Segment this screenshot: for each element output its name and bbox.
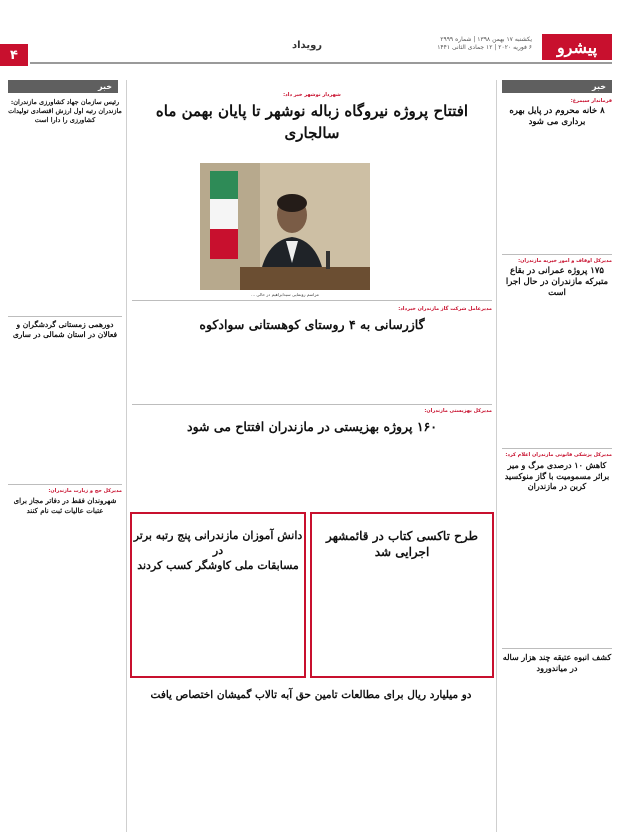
right-story3-surtitle: مدیرکل پزشکی قانونی مازندران اعلام کرد: [505, 452, 612, 458]
photo-caption: مراسم رونمایی سیدابراهیم در حالی ... [251, 292, 319, 297]
right-story2-body [502, 296, 612, 446]
right-story2 [502, 258, 612, 299]
issue-hijri-line: ۶ فوریه ۲۰۲۰ | ۱۲ جمادی الثانی ۱۴۴۱ [437, 44, 532, 51]
students-headline [132, 528, 304, 573]
right-story2-surtitle: مدیرکل اوقاف و امور خیریه مازندران: [518, 258, 612, 264]
header-rule [30, 62, 612, 64]
section-title: رویداد [292, 40, 323, 51]
right-story4-body [502, 680, 612, 830]
main-body-right [376, 150, 492, 296]
left-story2-headline: دورهمی زمستانی گردشگران و فعالان در استان شمالی در ساری [12, 320, 118, 339]
kohestan-body [132, 340, 492, 400]
health-headline: ۱۶۰ پروژه بهزیستی در مازندران افتتاح می شود [187, 419, 437, 434]
left-story3-headline: شهروندان فقط در دفاتر مجاز برای عتبات عالیات ثبت نام کنند [13, 496, 117, 515]
newspaper-logo: پیشرو [542, 34, 612, 60]
students-body [138, 574, 298, 674]
left-story1-body [8, 128, 122, 314]
left-story3 [8, 488, 122, 515]
health-body [132, 440, 492, 506]
issue-info [437, 36, 532, 52]
bottom-body [130, 708, 492, 830]
right-story4-headline: کشف انبوه عتیقه چند هزار ساله در میاندورود [502, 652, 612, 673]
right-story1-body [502, 124, 612, 252]
right-story1-surtitle: فرماندار سیمرغ: [570, 98, 612, 104]
books-headline-line2: اجرایی شد [374, 545, 430, 559]
news-bar-right-label: خبر [591, 82, 606, 91]
speaker-photo-illustration [200, 163, 370, 290]
bottom-headline: دو میلیارد ریال برای مطالعات تامین حق آبه تالاب گمیشان اختصاص یافت [150, 689, 472, 701]
divider [502, 648, 612, 649]
news-bar-right [502, 80, 612, 93]
health-surtitle: مدیرکل بهزیستی مازندران: [424, 408, 492, 414]
right-story3 [502, 452, 612, 492]
divider [8, 316, 122, 317]
left-story3-surtitle: مدیرکل حج و زیارت مازندران: [48, 488, 122, 494]
students-headline-line2: مسابقات ملی کاوشگر کسب کردند [137, 559, 299, 572]
divider [8, 484, 122, 485]
divider [502, 254, 612, 255]
kohestan-headline: گازرسانی به ۴ روستای کوهستانی سوادکوه [199, 317, 425, 332]
right-story2-headline: ۱۷۵ پروژه عمرانی در بقاع متبرکه مازندران در حال اجرا است [505, 266, 609, 298]
students-headline-line1: دانش آموزان مازندرانی پنج رتبه برتر در [133, 529, 303, 557]
news-bar-left [8, 80, 118, 93]
left-story1-headline: رئیس سازمان جهاد کشاورزی مازندران: مازندران رتبه اول ارزش اقتصادی تولیدات کشاورزی را دارا است [8, 98, 122, 124]
books-headline [312, 528, 492, 560]
divider [132, 300, 492, 301]
books-body [318, 576, 486, 674]
issue-date-line: یکشنبه ۱۷ بهمن ۱۳۹۸ | شماره ۲۹۹۹ [440, 36, 532, 43]
main-surtitle: شهردار نوشهر خبر داد: [283, 92, 341, 98]
books-headline-line1: طرح تاکسی کتاب در قائمشهر [326, 529, 478, 543]
column-divider [126, 80, 127, 832]
left-story3-body [8, 520, 122, 830]
kohestan-surtitle: مدیرعامل شرکت گاز مازندران خبرداد: [398, 306, 492, 312]
main-headline-line1: افتتاح پروژه نیروگاه زباله نوشهر تا پایان بهمن ماه [155, 102, 469, 120]
main-headline [132, 100, 492, 144]
students-box [130, 512, 306, 678]
right-story1-headline: ۸ خانه محروم در پایل بهره برداری می شود [509, 106, 605, 127]
books-box [310, 512, 494, 678]
column-divider [496, 80, 497, 832]
page-number: ۴ [0, 44, 28, 66]
main-photo [200, 163, 370, 290]
right-story3-body [502, 502, 612, 646]
divider [502, 448, 612, 449]
main-headline-line2: سالجاری [284, 124, 340, 142]
divider [132, 404, 492, 405]
left-story2-body [8, 344, 122, 480]
main-body-left [132, 150, 196, 296]
right-story3-headline: کاهش ۱۰ درصدی مرگ و میر براثر مسمومیت با گاز منوکسید کربن در مازندران [504, 460, 610, 491]
news-bar-left-label: خبر [97, 82, 112, 91]
